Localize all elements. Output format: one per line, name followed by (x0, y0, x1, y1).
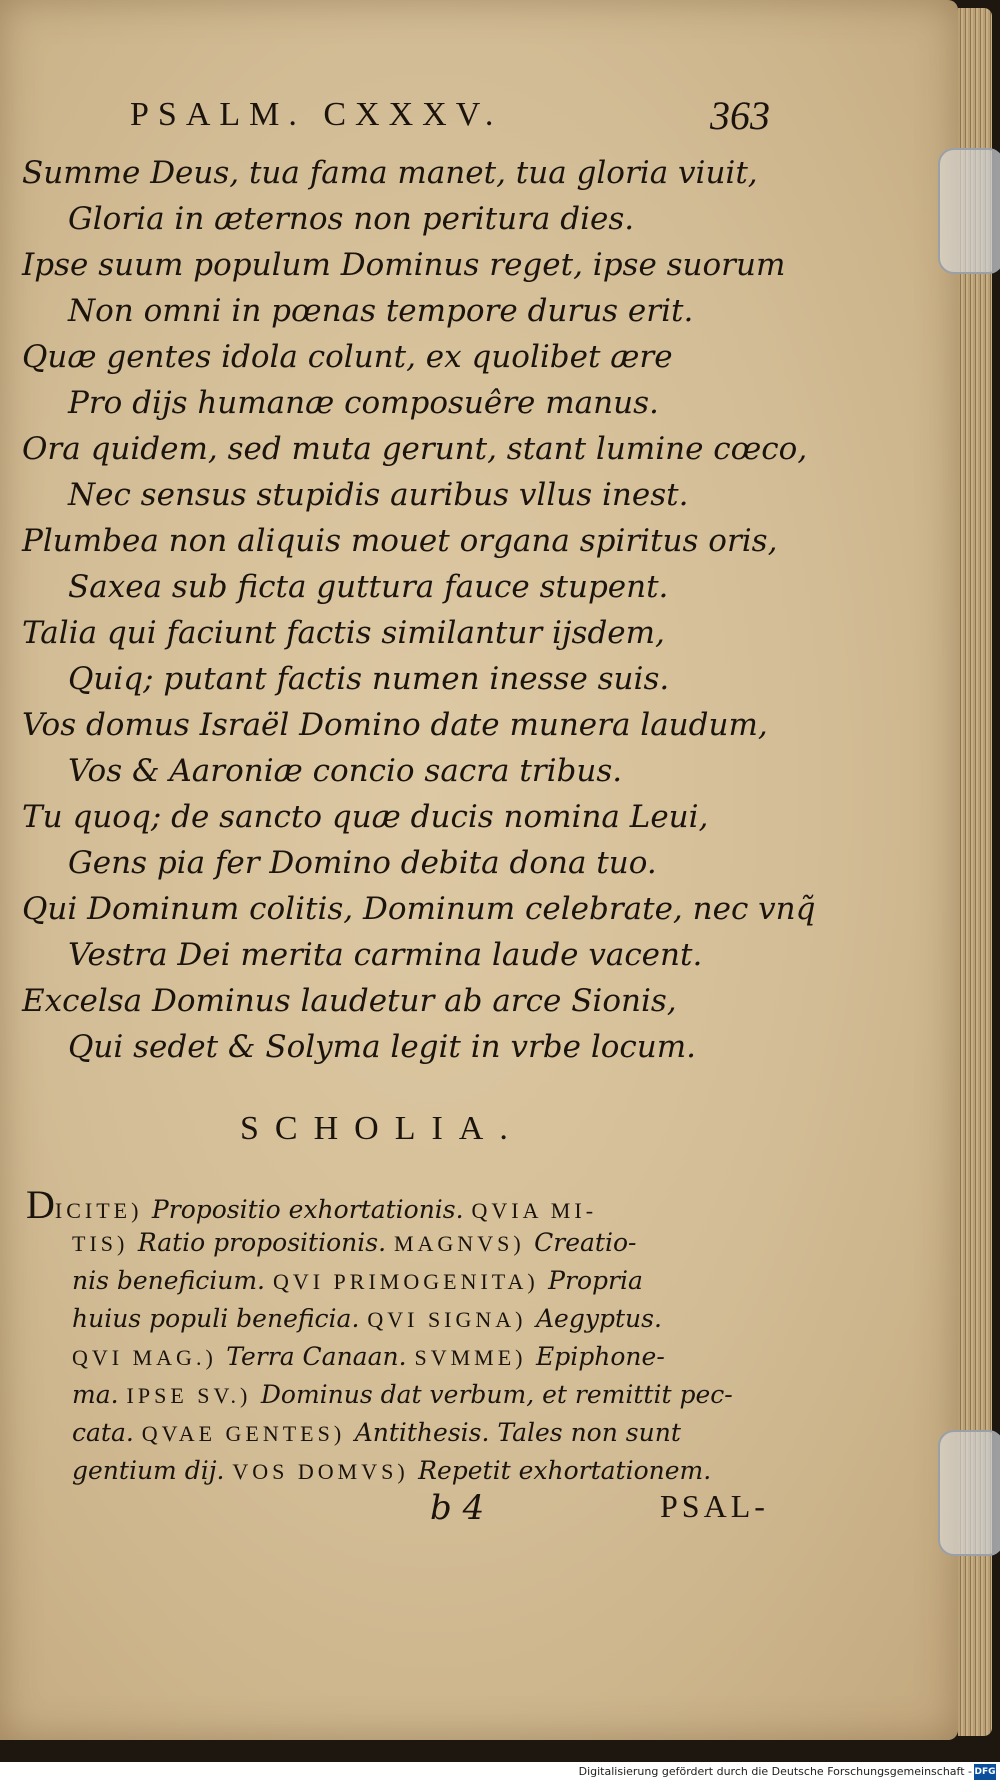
verse-line: Vos domus Israël Domino date munera laudum, (22, 707, 768, 743)
verse-line: Saxea sub ficta guttura fauce stupent. (68, 569, 669, 605)
verse-line: Quiq; putant factis numen inesse suis. (68, 661, 670, 697)
psalm-verses (22, 150, 816, 1070)
scholia-line: cata. QVAE GENTES) Antithesis. Tales non sunt (72, 1418, 681, 1447)
verse-line: Tu quoq; de sancto quæ ducis nomina Leui, (22, 799, 709, 835)
verse-line: Plumbea non aliquis mouet organa spiritus oris, (22, 523, 778, 559)
verse-line: Vos & Aaroniæ concio sacra tribus. (68, 753, 623, 789)
scholia-line: QVI MAG.) Terra Canaan. SVMME) Epiphone- (72, 1342, 665, 1371)
dfg-logo: DFG (974, 1764, 996, 1780)
verse-line: Quæ gentes idola colunt, ex quolibet ære (22, 339, 673, 375)
page-number: 363 (710, 93, 770, 138)
running-head-title: PSALM. CXXXV. (130, 96, 503, 133)
verse-line: Non omni in pœnas tempore durus erit. (68, 293, 694, 329)
scholia-line: ma. IPSE SV.) Dominus dat verbum, et remittit pec- (72, 1380, 733, 1409)
verse-line: Vestra Dei merita carmina laude vacent. (68, 937, 703, 973)
verse-line: Ora quidem, sed muta gerunt, stant lumine cœco, (22, 431, 808, 467)
verse-line: Ipse suum populum Dominus reget, ipse suorum (22, 247, 786, 283)
footer-bar (0, 1762, 1000, 1783)
verse-line: Gloria in æternos non peritura dies. (68, 201, 635, 237)
page-clip-top (938, 148, 1000, 274)
verse-line: Excelsa Dominus laudetur ab arce Sionis, (22, 983, 677, 1019)
drop-capital: D (26, 1182, 55, 1227)
verse-line: Gens pia fer Domino debita dona tuo. (68, 845, 657, 881)
page-clip-bottom (938, 1430, 1000, 1556)
scholia-line: gentium dij. VOS DOMVS) Repetit exhortationem. (72, 1456, 712, 1485)
scholia-line: TIS) Ratio propositionis. MAGNVS) Creatio- (72, 1228, 637, 1257)
verse-line: Summe Deus, tua fama manet, tua gloria viuit, (22, 155, 758, 191)
scholia-heading: SCHOLIA. (240, 1110, 524, 1147)
verse-line: Talia qui faciunt factis similantur ijsdem, (22, 615, 665, 651)
scholia-line: nis beneficium. QVI PRIMOGENITA) Propria (72, 1266, 643, 1295)
digitization-credit: Digitalisierung gefördert durch die Deutsche Forschungsgemeinschaft - (578, 1765, 972, 1778)
verse-line: Qui sedet & Solyma legit in vrbe locum. (68, 1029, 697, 1065)
catchword: PSAL- (660, 1488, 769, 1524)
verse-line: Pro dijs humanæ composuêre manus. (68, 385, 659, 421)
running-head (130, 93, 770, 140)
verse-line: Qui Dominum colitis, Dominum celebrate, nec vnq̃ (22, 891, 816, 927)
verse-line: Nec sensus stupidis auribus vllus inest. (68, 477, 689, 513)
scholia-line: huius populi beneficia. QVI SIGNA) Aegyptus. (72, 1304, 662, 1333)
scholia-commentary (26, 1182, 766, 1490)
scholia-line: DICITE) Propositio exhortationis. QVIA MI- (26, 1182, 598, 1227)
signature-mark: b 4 (430, 1488, 485, 1528)
